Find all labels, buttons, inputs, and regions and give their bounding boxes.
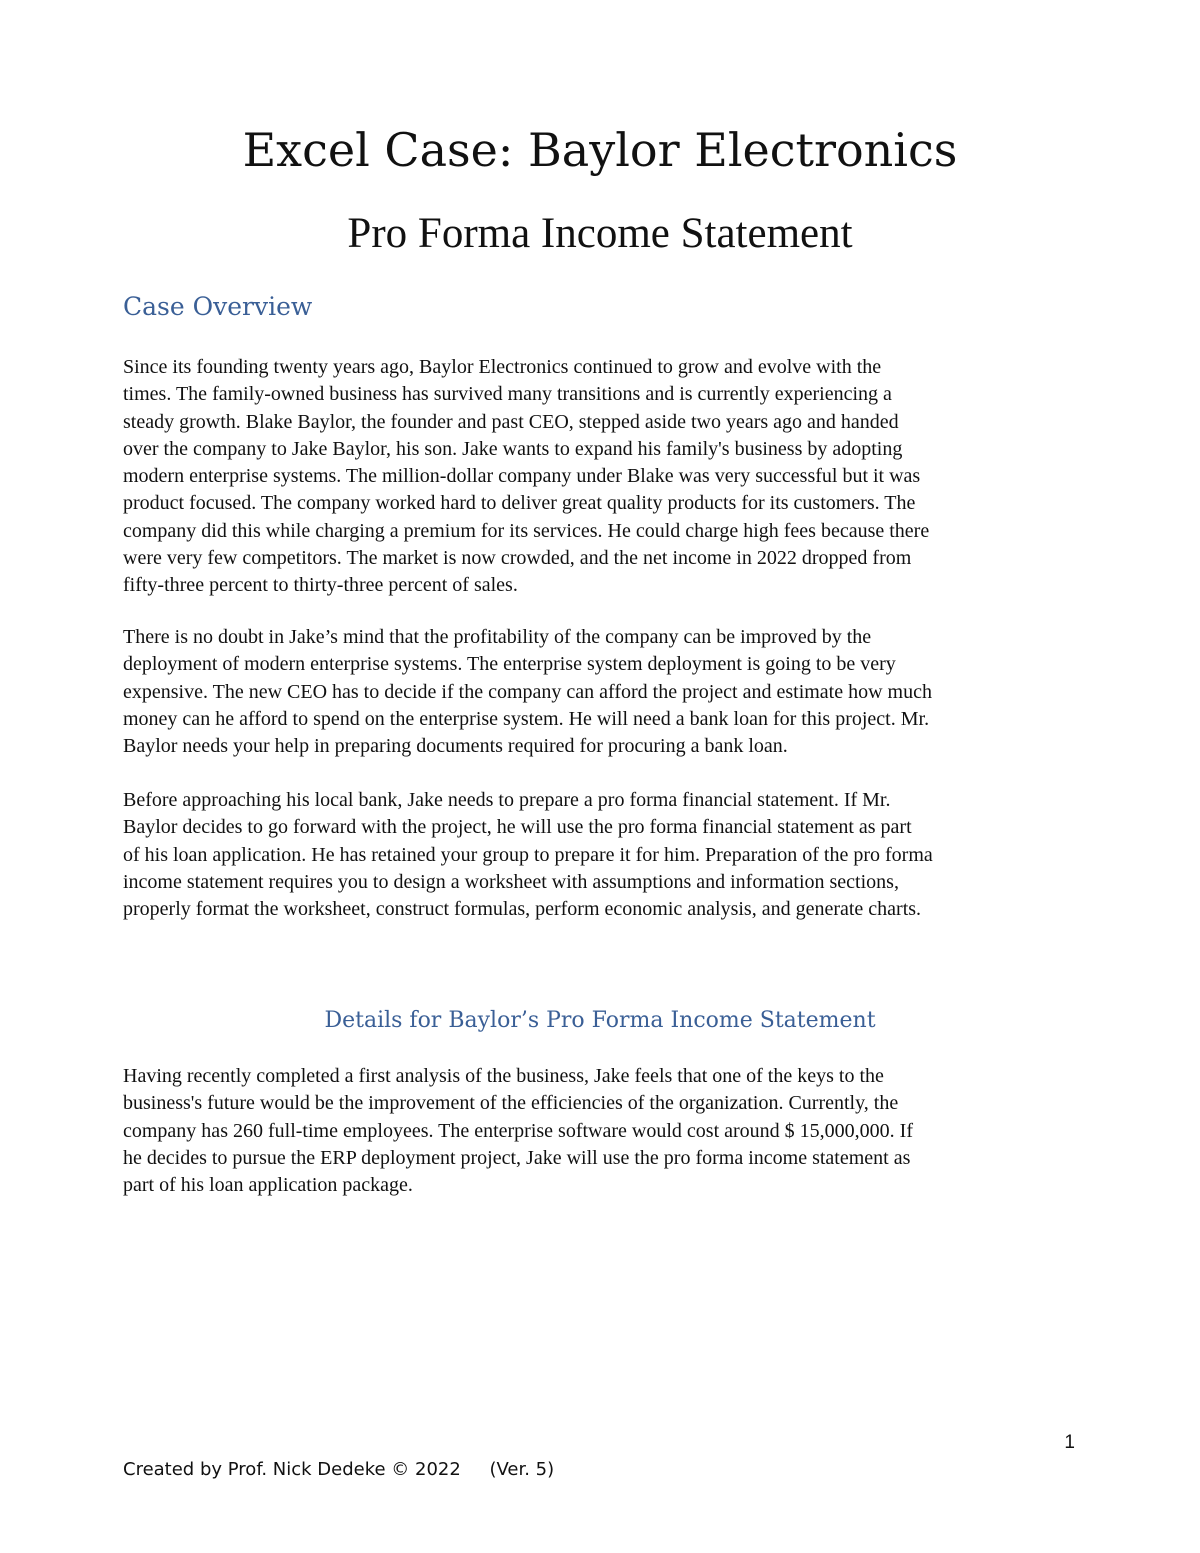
page-number: 1	[1064, 1432, 1075, 1453]
text-line: he decides to pursue the ERP deployment project, Jake will use the pro forma income statement as	[123, 1146, 911, 1169]
paragraph-overview-2	[123, 624, 1083, 760]
document-title: Excel Case: Baylor Electronics	[242, 123, 958, 177]
text-line: Before approaching his local bank, Jake needs to prepare a pro forma financial statement. If Mr.	[123, 789, 891, 811]
text-line: steady growth. Blake Baylor, the founder and past CEO, stepped aside two years ago and handed	[123, 410, 899, 433]
text-line: modern enterprise systems. The million-dollar company under Blake was very successful but it was	[123, 465, 921, 488]
section-heading-case-overview: Case Overview	[123, 292, 313, 321]
text-line: Since its founding twenty years ago, Baylor Electronics continued to grow and evolve with the	[123, 356, 882, 378]
text-line: fifty-three percent to thirty-three percent of sales.	[123, 574, 518, 597]
paragraph-overview-3	[123, 787, 1083, 923]
text-line: Having recently completed a first analysis of the business, Jake feels that one of the keys to the	[123, 1065, 884, 1087]
document-subtitle: Pro Forma Income Statement	[347, 210, 853, 257]
paragraph-overview-1	[123, 354, 1083, 600]
text-line: times. The family-owned business has survived many transitions and is currently experiencing a	[123, 383, 892, 406]
text-line: Baylor decides to go forward with the project, he will use the pro forma financial statement as part	[123, 816, 912, 839]
section-heading-details: Details for Baylor’s Pro Forma Income Statement	[324, 1008, 876, 1033]
text-line: Baylor needs your help in preparing documents required for procuring a bank loan.	[123, 735, 788, 758]
paragraph-details-1	[123, 1063, 1083, 1199]
text-line: over the company to Jake Baylor, his son. Jake wants to expand his family's business by adopting	[123, 437, 903, 460]
text-line: properly format the worksheet, construct formulas, perform economic analysis, and generate charts.	[123, 898, 922, 921]
footer-credit: Created by Prof. Nick Dedeke © 2022 (Ver. 5)	[123, 1459, 555, 1480]
text-line: were very few competitors. The market is now crowded, and the net income in 2022 dropped from	[123, 547, 912, 570]
text-line: expensive. The new CEO has to decide if the company can afford the project and estimate how much	[123, 680, 932, 703]
text-line: business's future would be the improvement of the efficiencies of the organization. Currently, the	[123, 1092, 899, 1115]
text-line: money can he afford to spend on the enterprise system. He will need a bank loan for this project. Mr.	[123, 707, 930, 730]
text-line: deployment of modern enterprise systems. The enterprise system deployment is going to be very	[123, 653, 896, 676]
text-line: of his loan application. He has retained your group to prepare it for him. Preparation of the pro forma	[123, 843, 933, 866]
text-line: income statement requires you to design a worksheet with assumptions and information sections,	[123, 870, 899, 893]
text-line: company did this while charging a premium for its services. He could charge high fees because there	[123, 519, 930, 542]
text-line: There is no doubt in Jake’s mind that the profitability of the company can be improved by the	[123, 626, 872, 648]
text-line: part of his loan application package.	[123, 1174, 413, 1197]
text-line: product focused. The company worked hard to deliver great quality products for its customers. The	[123, 492, 916, 515]
text-line: company has 260 full-time employees. The enterprise software would cost around $ 15,000,000. If	[123, 1119, 913, 1142]
